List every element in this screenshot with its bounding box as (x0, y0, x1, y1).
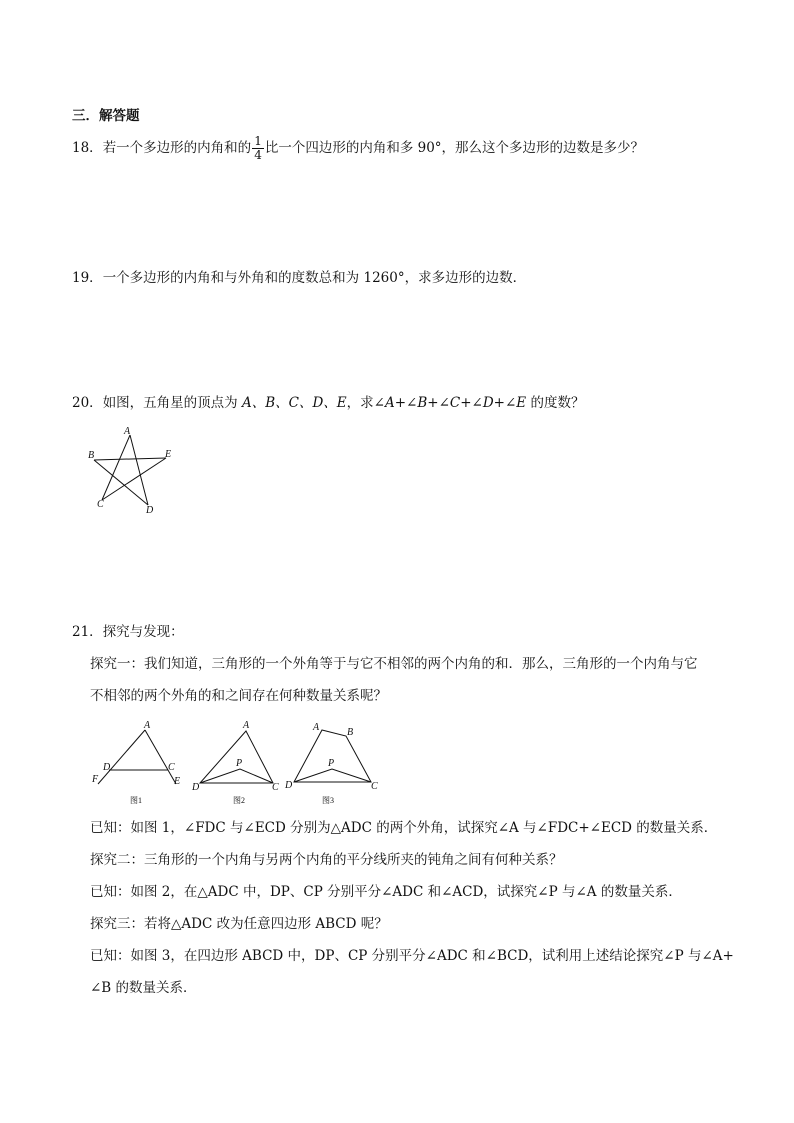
fig3-label-a: A (313, 722, 320, 733)
inquiry-1-line-1: 探究一：我们知道，三角形的一个外角等于与它不相邻的两个内角的和．那么，三角形的一个内角与它 (90, 656, 698, 672)
question-19-text: 一个多边形的内角和与外角和的度数总和为 1260°，求多边形的边数． (102, 270, 527, 286)
inquiry-2: 探究二：三角形的一个内角与另两个内角的平分线所夹的钝角之间有何种关系？ (90, 852, 563, 868)
inquiry-1-line-2: 不相邻的两个外角的和之间存在何种数量关系呢？ (90, 688, 387, 704)
question-19 (72, 268, 526, 288)
fig2-label-d: D (192, 782, 200, 793)
given-3-line-2: ∠B 的数量关系． (90, 980, 197, 996)
fig1-label-f: F (92, 774, 99, 785)
fraction-one-quarter (252, 135, 264, 162)
fig3-label-b: B (347, 727, 354, 738)
question-21-heading (72, 622, 184, 642)
figures-row (88, 716, 388, 811)
given-1: 已知：如图 1，∠FDC 与∠ECD 分别为△ADC 的两个外角，试探究∠A 与∠FDC+∠ECD 的数量关系． (90, 820, 718, 836)
question-20-vertices: A、B、C、D、E (241, 395, 347, 411)
star-figure (84, 422, 184, 517)
question-20-text-pre: 如图，五角星的顶点为 (102, 395, 242, 411)
fig3-caption: 图3 (322, 796, 334, 805)
fig1-label-c: C (168, 762, 175, 773)
figure-2 (200, 731, 273, 783)
star-label-c: C (97, 499, 104, 510)
question-18 (72, 135, 644, 162)
star-label-d: D (146, 505, 154, 516)
given-3-line-1: 已知：如图 3，在四边形 ABCD 中，DP、CP 分别平分∠ADC 和∠BCD，试利用上述结论探究∠P 与∠A+ (90, 948, 734, 964)
fig1-label-a: A (144, 720, 151, 731)
question-20-text-post: 的度数？ (526, 395, 585, 411)
given-2: 已知：如图 2，在△ADC 中，DP、CP 分别平分∠ADC 和∠ACD，试探究∠P 与∠A 的数量关系． (90, 884, 682, 900)
question-21-title: 探究与发现： (102, 624, 184, 640)
fraction-denominator: 4 (254, 148, 262, 162)
fig2-label-c: C (272, 782, 279, 793)
section-title: 三．解答题 (72, 108, 140, 124)
star-edge-b-e (94, 458, 166, 460)
star-edge-a-d (130, 435, 148, 505)
question-20-angles: ∠A+∠B+∠C+∠D+∠E (373, 395, 527, 411)
question-20-text-mid: ，求 (346, 395, 374, 411)
fig1-label-e: E (174, 776, 181, 787)
fraction-numerator: 1 (254, 134, 262, 148)
question-20-number: 20． (72, 395, 103, 411)
figure-3 (294, 730, 371, 782)
fig3-label-d: D (285, 780, 293, 791)
fig2-caption: 图2 (233, 796, 245, 805)
inquiry-3: 探究三：若将△ADC 改为任意四边形 ABCD 呢？ (90, 916, 388, 932)
question-18-text-pre: 若一个多边形的内角和的 (102, 140, 252, 156)
star-label-a: A (124, 426, 131, 437)
fig2-label-p: P (236, 758, 243, 769)
question-18-text-post: 比一个四边形的内角和多 90°，那么这个多边形的边数是多少？ (264, 140, 645, 156)
question-18-number: 18． (72, 140, 103, 156)
figure-1 (98, 730, 176, 784)
fig3-label-c: C (371, 781, 378, 792)
star-label-e: E (165, 449, 172, 460)
question-21-number: 21． (72, 624, 103, 640)
fig1-caption: 图1 (130, 796, 142, 805)
question-20 (72, 393, 584, 413)
star-label-b: B (88, 450, 95, 461)
fig3-label-p: P (328, 758, 335, 769)
fig2-label-a: A (243, 720, 250, 731)
question-19-number: 19． (72, 270, 103, 286)
fig1-label-d: D (103, 762, 111, 773)
